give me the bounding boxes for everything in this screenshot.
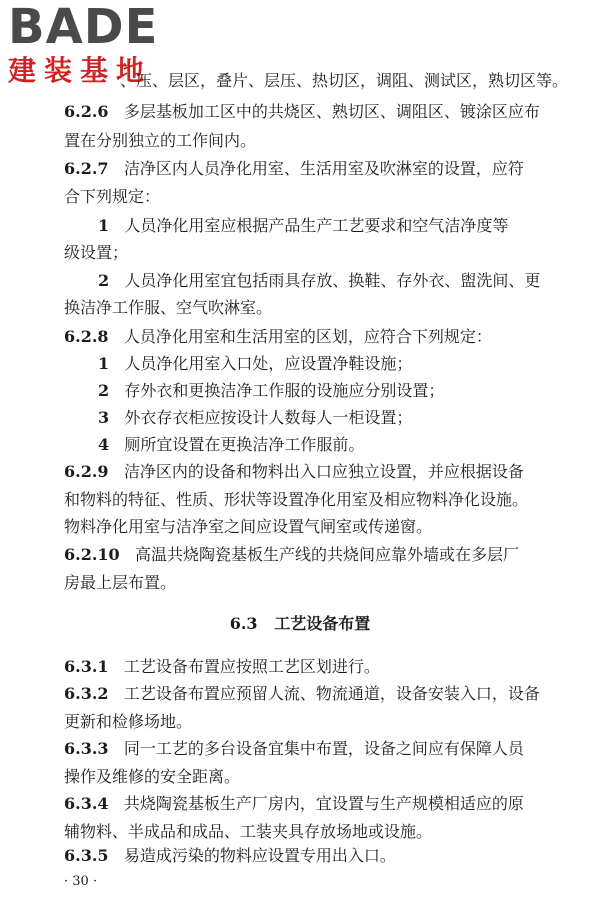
continuation-line: 、压、层区，叠片、层压、热切区，调阻、测试区，熟切区等。 xyxy=(120,71,569,90)
clause-line: 更新和检修场地。 xyxy=(64,712,193,731)
item-4: 4 厕所宜设置在更换洁净工作服前。 xyxy=(98,435,365,454)
clause-6-3-1: 6.3.1 工艺设备布置应按照工艺区划进行。 xyxy=(64,657,380,676)
logo-latin-text: BADE xyxy=(8,0,159,55)
section-title: 6.3 工艺设备布置 xyxy=(229,614,371,633)
clause-6-2-10: 6.2.10 高温共烧陶瓷基板生产线的共烧间应靠外墙或在多层厂 xyxy=(64,545,519,564)
clause-line: 置在分别独立的工作间内。 xyxy=(64,131,257,150)
item-3: 3 外衣存衣柜应按设计人数每人一柜设置； xyxy=(98,408,413,427)
item-2: 2 存外衣和更换洁净工作服的设施应分别设置； xyxy=(98,381,445,400)
clause-6-3-4: 6.3.4 共烧陶瓷基板生产厂房内，宜设置与生产规模相适应的原 xyxy=(64,794,524,813)
clause-line: 操作及维修的安全距离。 xyxy=(64,767,241,786)
item-2: 2 人员净化用室宜包括雨具存放、换鞋、存外衣、盥洗间、更 xyxy=(98,271,541,290)
clause-line: 物料净化用室与洁净室之间应设置气闸室或传递窗。 xyxy=(64,517,433,536)
item-1: 1 人员净化用室入口处，应设置净鞋设施； xyxy=(98,354,413,373)
clause-6-3-3: 6.3.3 同一工艺的多台设备宜集中布置，设备之间应有保障人员 xyxy=(64,739,524,758)
logo-chinese-text: 建装基地 xyxy=(8,54,153,87)
clause-6-2-6: 6.2.6 多层基板加工区中的共烧区、熟切区、调阻区、镀涂区应布 xyxy=(64,102,540,121)
item-line: 级设置； xyxy=(64,243,129,262)
clause-line: 辅物料、半成品和成品、工装夹具存放场地或设施。 xyxy=(64,822,433,841)
clause-6-3-2: 6.3.2 工艺设备布置应预留人流、物流通道，设备安装入口，设备 xyxy=(64,684,540,703)
clause-6-3-5: 6.3.5 易造成污染的物料应设置专用出入口。 xyxy=(64,846,396,865)
clause-line: 房最上层布置。 xyxy=(64,573,177,592)
clause-6-2-8: 6.2.8 人员净化用室和生活用室的区划，应符合下列规定： xyxy=(64,327,492,346)
page-number: · 30 · xyxy=(64,874,98,889)
item-line: 换洁净工作服、空气吹淋室。 xyxy=(64,298,273,317)
item-1: 1 人员净化用室应根据产品生产工艺要求和空气洁净度等 xyxy=(98,216,509,235)
clause-6-2-7: 6.2.7 洁净区内人员净化用室、生活用室及吹淋室的设置，应符 xyxy=(64,159,524,178)
clause-line: 合下列规定： xyxy=(64,187,161,206)
clause-line: 和物料的特征、性质、形状等设置净化用室及相应物料净化设施。 xyxy=(64,490,529,509)
clause-6-2-9: 6.2.9 洁净区内的设备和物料出入口应独立设置，并应根据设备 xyxy=(64,462,524,481)
